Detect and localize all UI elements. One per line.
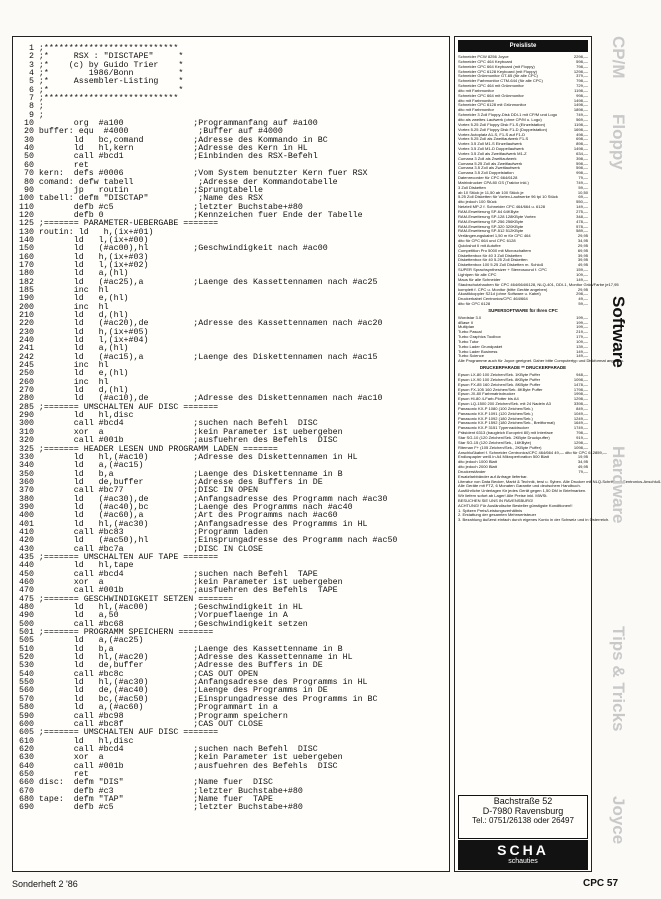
price-value: 149,— bbox=[576, 204, 588, 210]
price-value: 1998,— bbox=[573, 391, 588, 397]
price-value: 729,— bbox=[576, 83, 588, 89]
code-line: 560 ld de,(#ac40) ;Laenge des Programms in DE bbox=[19, 686, 328, 696]
code-line: 5 ;* Assembler-Listing * bbox=[19, 77, 184, 87]
price-item: dBase II bbox=[458, 319, 473, 325]
price-value: 849,— bbox=[576, 405, 588, 411]
code-line: 310 xor a ;kein Parameter ist uebergeben bbox=[19, 427, 343, 437]
price-value: 275,— bbox=[576, 209, 588, 214]
price-item: Matrixdrucker CPA 80 GS (Traktor inkl.) bbox=[458, 179, 529, 185]
price-item: Turbo Lader Business bbox=[458, 348, 498, 354]
price-value: 34,95 bbox=[577, 238, 588, 244]
price-item: Multiplan bbox=[458, 324, 475, 330]
price-item: Panasonic KX-P 1091 (120 Zeichen/Sek.) bbox=[458, 410, 533, 416]
code-line: 450 call #bcd4 ;suchen nach Befehl TAPE bbox=[19, 569, 318, 579]
price-value: 1298,— bbox=[573, 396, 588, 402]
code-line: 110 defb #c5 ;letzter Buchstabe+#80 bbox=[19, 202, 303, 212]
price-value: 69,— bbox=[578, 194, 588, 200]
price-value: 498,— bbox=[576, 131, 588, 137]
price-value: 898,— bbox=[576, 141, 588, 147]
logo-mark: SCHA bbox=[497, 842, 549, 858]
price-item: Schneider CPC 664 Keyboard (mit Floppy) bbox=[458, 63, 535, 69]
price-value: 34,95 bbox=[577, 459, 588, 465]
code-line: 160 ld h,(ix+#03) bbox=[19, 252, 149, 262]
code-line: 490 ld a,50 ;Vorpueflaenge in A bbox=[19, 611, 288, 621]
price-item: ACHTUNG! Für Ausländische Besteller günstigste Konditionen!! bbox=[458, 502, 573, 508]
price-value: 634,— bbox=[576, 150, 588, 156]
price-item: Vortex 3.5 Zoll M1-D Doppellaufwerk bbox=[458, 146, 524, 152]
price-value: 149,— bbox=[576, 348, 588, 354]
code-line: 130 routin: ld h,(ix+#01) bbox=[19, 227, 154, 237]
code-line: 370 call #bc77 ;DISC IN OPEN bbox=[19, 486, 258, 496]
code-line: 70 kern: defs #0006 ;Vom System benutzter Kern fuer RSX bbox=[19, 169, 368, 179]
price-item: Verlängerungskabel 1,50 m für CPC 464 bbox=[458, 233, 531, 239]
code-line: 30 ld bc,comand ;Adresse des Kommando in BC bbox=[19, 135, 328, 145]
code-line: 182 ld (#ac25),a ;Laenge des Kassettennamen nach #ac25 bbox=[19, 277, 378, 287]
price-value: 1798,— bbox=[573, 386, 588, 392]
code-line: 401 ld hl,(#ac30) ;Anfangsadresse des Programms in HL bbox=[19, 519, 368, 529]
price-value: 1498,— bbox=[573, 146, 588, 152]
price-item: Schneider CPC 464 Keyboard bbox=[458, 58, 513, 64]
street: Bachstraße 52 bbox=[493, 796, 553, 806]
price-item: Präsident 6313 (baugleich Europrint 80) mit Interface bbox=[458, 430, 553, 436]
price-value: 1249,— bbox=[573, 415, 588, 421]
code-line: 590 call #bc98 ;Programm speichern bbox=[19, 711, 288, 721]
price-item: Star SG-15 (120 Zeichen/Sek., 16KByte) bbox=[458, 439, 532, 445]
price-value: 1649,— bbox=[573, 420, 588, 426]
city: D-7980 Ravensburg bbox=[482, 806, 564, 816]
code-line: 640 call #001b ;ausfuehren des Befehls DISC bbox=[19, 761, 338, 771]
price-item: Panasonic KX-P 1592 (180 Zeichen/Sek., Breitformat) bbox=[458, 420, 555, 426]
price-value: 1098,— bbox=[573, 444, 588, 450]
price-item: Epson LX-80 100 Zeichen/Sek. 1KByte Puffer bbox=[458, 372, 541, 377]
price-item: RAM-Erweiterung SP-128 128KByte Vortex bbox=[458, 213, 536, 219]
price-section-title: DRUCKERPARADE ** DRUCKERPARADE bbox=[479, 365, 567, 371]
code-line: 210 ld d,(hl) bbox=[19, 311, 129, 320]
price-item: Epson LX-90 100 Zeichen/Sek. 8KByte Puffer bbox=[458, 376, 541, 382]
address-box bbox=[458, 795, 588, 839]
price-item: Cumana 5.25 Zoll als Zweitlaufwerk bbox=[458, 160, 523, 166]
price-value: 598,— bbox=[576, 160, 588, 166]
price-item: Druckerständer bbox=[458, 468, 486, 474]
code-line: 420 ld (#ac50),hl ;Einsprungadresse des Programm nach #ac50 bbox=[19, 536, 398, 546]
price-value: 478,— bbox=[576, 218, 588, 224]
price-item: RAM-Erweiterung SP-320 320KByte bbox=[458, 223, 524, 229]
price-item: 1. Spitzen Preis/Leistungsverhältnis bbox=[458, 507, 523, 513]
code-line: 520 ld hl,(#ac20) ;Adresse des Kassettenname in HL bbox=[19, 653, 353, 663]
price-item: Riteman F+ (105 Zeichen/Sek., 2KByte Puffer) bbox=[458, 444, 542, 450]
price-item: Panasonic KX-P 3151 Typenraddrucker bbox=[458, 425, 529, 431]
code-line: 80 comand: defw tabell ;Adresse der Kommandotabelle bbox=[19, 177, 338, 187]
price-value: 109,— bbox=[576, 338, 588, 344]
price-item: Schneider 3 Zoll Floppy-Disk DDI-1 mit CP/M und Logo bbox=[458, 112, 558, 118]
price-item: Turbo Science bbox=[458, 353, 484, 359]
code-line: 360 ld de,buffer ;Adresse des Buffers in DE bbox=[19, 477, 323, 487]
code-line: 300 call #bcd4 ;suchen nach Befehl DISC bbox=[19, 419, 318, 429]
price-item: 3. Bezahlung äußerst einfach durch eigenes Konto in der Schweiz und in Österreich. bbox=[458, 517, 610, 523]
price-item: Vortex 5.25 Zoll als Zweitlaufwerk F1-S bbox=[458, 136, 529, 142]
code-line: 242 ld (#ac15),a ;Laenge des Diskettennamen nach #ac15 bbox=[19, 352, 378, 362]
code-line: 430 call #bc7a ;DISC IN CLOSE bbox=[19, 544, 263, 554]
price-value: 149,— bbox=[576, 276, 588, 282]
price-item: Staubschutzhauben für CPC 464/664/6128, NLQ-401, DDI-1, Monitor Grün/Farbe je bbox=[458, 281, 609, 287]
price-value: 398,— bbox=[576, 155, 588, 161]
price-value: 798,— bbox=[576, 78, 588, 84]
code-line: 410 call #bc83 ;Programm laden bbox=[19, 527, 268, 537]
price-value: 1198,— bbox=[574, 87, 588, 93]
company-logo bbox=[458, 840, 588, 870]
price-item: Cumana 3.5 Zoll als Zweitlaufwerk bbox=[458, 165, 520, 171]
ad-header: Preisliste bbox=[458, 40, 588, 52]
code-line: 280 ld (#ac10),de ;Adresse des Diskettennamen nach #ac10 bbox=[19, 394, 383, 404]
price-row bbox=[458, 517, 610, 523]
price-value: 1698,— bbox=[573, 126, 588, 132]
code-line: 620 call #bcd4 ;suchen nach Befehl DISC bbox=[19, 744, 318, 754]
price-item: dito mit Farbmonitor bbox=[458, 107, 494, 113]
code-line: 230 ld h,(ix+#05) bbox=[19, 327, 149, 337]
price-item: RAM-Erweiterung SP-64 64KByte bbox=[458, 209, 519, 214]
price-value: 19,95 bbox=[577, 454, 588, 460]
code-line: 680 tape: defm "TAP" ;Name fuer TAPE bbox=[19, 794, 273, 804]
price-value: 29,95 bbox=[577, 242, 588, 248]
price-value: 1498,— bbox=[573, 97, 588, 103]
price-item: Endlospapier weiß in A4 Mikroperforation 500 Blatt bbox=[458, 454, 549, 460]
price-value: 998,— bbox=[576, 170, 588, 176]
price-value: 598,— bbox=[576, 58, 588, 64]
price-value: 948,— bbox=[576, 372, 588, 377]
price-value: 17,95 bbox=[608, 281, 619, 287]
code-line: 290 ld hl,disc bbox=[19, 411, 134, 421]
price-item: Competition Pro 5000 mit Microschaltern bbox=[458, 247, 532, 253]
logo-name: schauties bbox=[508, 858, 538, 865]
price-item: Vortex 3.5 Zoll als Zweitlaufwerk M1-Z bbox=[458, 150, 527, 156]
price-value: 3398,— bbox=[573, 401, 588, 407]
price-item: dito mit Farbmonitor bbox=[458, 87, 494, 93]
price-value: 1498,— bbox=[573, 102, 588, 108]
price-value: 749,— bbox=[576, 112, 588, 118]
code-line: 9 ; bbox=[19, 110, 44, 120]
code-line: 600 call #bc8f ;CAS OUT CLOSE bbox=[19, 719, 263, 729]
price-item: Ausführliche Unterlagen für jedes Gerät gegen 1,50 DM in Briefmarken. bbox=[458, 488, 587, 494]
code-line: 390 ld (#ac40),bc ;Laenge des Programms nach #ac40 bbox=[19, 502, 353, 512]
price-item: Epson JX-80 Farbmatrixdrucker bbox=[458, 391, 516, 397]
price-section-title: SUPERSOFTWARE für Ihren CPC bbox=[488, 307, 558, 313]
page-number: CPC 57 bbox=[582, 878, 618, 889]
price-value: 578,— bbox=[576, 223, 588, 229]
price-row bbox=[458, 358, 624, 364]
price-item: Druckerkabel Centronics/CPC 464/664 bbox=[458, 296, 528, 302]
code-line: 3 ;* (c) by Guido Trier * bbox=[19, 60, 184, 70]
code-line: 340 ld a,(#ac15) bbox=[19, 461, 144, 471]
code-line: 550 ld hl,(#ac30) ;Anfangsadresse des Programms in HL bbox=[19, 678, 368, 688]
price-item: Vortex Autoplatz A1-S, F1-S auf F1-D bbox=[458, 131, 526, 137]
price-item: Vortex 5.25 Zoll Floppy Disk F1-D (Doppelstation) bbox=[458, 126, 548, 132]
price-value: 798,— bbox=[576, 63, 588, 69]
code-line: 90 jp routin ;Sprungtabelle bbox=[19, 185, 263, 195]
price-item: Schneider PCW 8256 Joyce bbox=[458, 54, 509, 59]
code-line: 4 ;* 1986/Bonn * bbox=[19, 69, 184, 79]
code-line: 120 defb 0 ;Kennzeichen fuer Ende der Tabelle bbox=[19, 210, 363, 220]
price-value: 749,— bbox=[576, 179, 588, 185]
price-value: 569,— bbox=[576, 116, 588, 122]
code-line: 660 disc: defm "DIS" ;Name fuer DISC bbox=[19, 778, 273, 788]
price-item: Schneider CPC 664 mit Grünmonitor bbox=[458, 92, 524, 98]
price-item: 3 Zoll Disketten bbox=[458, 184, 486, 190]
code-line: 505 ld a,(#ac25) bbox=[19, 636, 144, 646]
code-line: 380 ld (#ac30),de ;Anfangsadresse des Programm nach #ac30 bbox=[19, 494, 388, 504]
code-line: 190 ld e,(hl) bbox=[19, 294, 129, 304]
price-value: 59,— bbox=[578, 184, 588, 190]
code-line: 10 org #a100 ;Programmanfang auf #a100 bbox=[19, 119, 318, 129]
code-line: 670 defb #c3 ;letzter Buchstabe+#80 bbox=[19, 786, 303, 796]
section-tab: Software bbox=[609, 296, 628, 368]
code-line: 20 buffer: equ #4000 ;Buffer auf #4000 bbox=[19, 127, 283, 137]
price-item: Diskettenbox für 40 3 Zoll Disketten bbox=[458, 252, 522, 258]
code-line: 285 ;======= UMSCHALTEN AUF DISC ======= bbox=[19, 402, 219, 412]
price-item: Wordstar 3.0 bbox=[458, 314, 482, 320]
code-line: 125 ;======= PARAMETER-UEBERGABE ======= bbox=[19, 219, 219, 229]
price-value: 1198,— bbox=[574, 121, 588, 127]
code-line: 470 call #001b ;ausfuehren des Befehls TAPE bbox=[19, 586, 338, 596]
price-value: 199,— bbox=[576, 314, 588, 320]
price-item: dito jedoch 100 Stück bbox=[458, 199, 497, 205]
code-line: 650 ret bbox=[19, 769, 89, 779]
price-value: 1298,— bbox=[573, 439, 588, 445]
code-line: 50 call #bcd1 ;Einbinden des RSX-Befehl bbox=[19, 152, 318, 162]
price-item: Schneider Grünmonitor GT-65 (für alle CPC) bbox=[458, 73, 538, 79]
price-value: 798,— bbox=[576, 430, 588, 436]
price-item: Diskettenbox für 40 5.25 Zoll Disketten bbox=[458, 257, 528, 263]
price-value: 39,95 bbox=[577, 257, 588, 263]
price-item: dito jedoch 2000 Blatt bbox=[458, 464, 497, 470]
price-value: 59,— bbox=[578, 301, 588, 307]
code-line: 510 ld b,a ;Laenge des Kassettenname in B bbox=[19, 644, 343, 654]
price-value: 69,95 bbox=[577, 247, 588, 253]
price-item: Alle Programme auch für Joyce geeignet. Daher bitte Computertyp und Diskformat angeben. bbox=[458, 358, 624, 364]
price-item: Quickshot II mit Autofire bbox=[458, 242, 501, 248]
price-value: 998,— bbox=[576, 92, 588, 98]
price-item: ab 10 Stück je 11,50 ab 100 Stück je bbox=[458, 189, 524, 195]
price-value: 550,— bbox=[576, 199, 588, 205]
price-item: 2. Erstattung der gesamten Mehrwertsteuer bbox=[458, 512, 537, 518]
code-line: 440 ld hl,tape bbox=[19, 561, 134, 571]
price-value: 179,— bbox=[576, 334, 588, 340]
code-line: 170 ld l,(ix+#02) bbox=[19, 260, 149, 270]
price-value: 109,— bbox=[576, 271, 588, 277]
price-item: Cumana 3.5 Zoll Doppelstation bbox=[458, 170, 514, 176]
section-index bbox=[596, 36, 634, 872]
code-line: 400 ld (#ac60),a ;Art des Programms nach #ac60 bbox=[19, 511, 338, 521]
code-line: 245 inc hl bbox=[19, 361, 109, 371]
price-item: Panasonic KX-P 1080 (100 Zeichen/Sek.) bbox=[458, 405, 533, 411]
price-item: BESUCHEN SIE UNS IN RAVENSBURG! bbox=[458, 497, 534, 503]
price-item: dito mit Farbmonitor bbox=[458, 97, 494, 103]
price-item: Vortex 5.25 Zoll Floppy Disk F1-S (Einzelstation) bbox=[458, 121, 546, 127]
code-line: 500 call #bc68 ;Geschwindigkeit setzen bbox=[19, 619, 308, 629]
section-tab: CP/M bbox=[609, 36, 628, 79]
price-item: komplett f. CPC u. Monitor (bitte Geräte angeben) bbox=[458, 286, 548, 292]
price-value: 159,— bbox=[576, 267, 588, 273]
code-line: 610 ld hl,disc bbox=[19, 736, 134, 746]
code-line: 150 ld (#ac00),hl ;Geschwindigkeit nach #ac00 bbox=[19, 244, 328, 254]
code-line: 7 ;*************************** bbox=[19, 94, 179, 104]
code-line: 501 ;======= PROGRAMM SPEICHERN ======= bbox=[19, 628, 214, 638]
price-item: Datenrecorder für CPC 664/6128 bbox=[458, 175, 518, 181]
price-item: Alle Geräte mit FTZ, 6 Monaten Garantie und deutschem Handbuch. bbox=[458, 483, 581, 489]
price-value: 199,— bbox=[576, 319, 588, 325]
price-item: Panasonic KX-P 1092 (180 Zeichen/Sek.) bbox=[458, 415, 533, 421]
code-line: 270 ld d,(hl) bbox=[19, 386, 129, 396]
price-value: 39,95 bbox=[577, 252, 588, 258]
price-item: RAM-Erweiterung SP-512 512KByte bbox=[458, 228, 524, 234]
code-line: 140 ld l,(ix+#00) bbox=[19, 235, 149, 245]
price-item: dito für CPC 664 und CPC 6128 bbox=[458, 238, 516, 244]
code-line: 630 xor a ;kein Parameter ist uebergeben bbox=[19, 753, 343, 763]
code-line: 240 ld l,(ix+#04) bbox=[19, 336, 149, 346]
price-item: Turbo Tutor bbox=[458, 338, 479, 344]
code-line: 320 call #001b ;ausfuehren des Befehls DISC bbox=[19, 436, 338, 446]
price-item: SUPER Sprachsynthesizer + Stereosound f. CPC bbox=[458, 267, 547, 273]
price-value: 29,95 bbox=[577, 233, 588, 239]
code-line: 690 defb #c5 ;letzter Buchstabe+#80 bbox=[19, 803, 303, 813]
price-item: Diskettenbox 100 5.25 Zoll Disketten m. Schloß bbox=[458, 262, 544, 268]
price-value: 379,— bbox=[576, 73, 588, 79]
code-line: 580 ld a,(#ac60) ;Programmart in a bbox=[19, 703, 278, 713]
price-item: Maus für alle Schneider bbox=[458, 276, 501, 282]
code-line: 2 ;* RSX : "DISCTAPE" * bbox=[19, 52, 184, 62]
price-value: 1298,— bbox=[573, 68, 588, 74]
price-value: 199,— bbox=[576, 324, 588, 330]
price-item: Cumana 3 Zoll als Zweitlaufwerk bbox=[458, 155, 517, 161]
price-value: 348,— bbox=[576, 213, 588, 219]
code-line: 325 ;======= HEADER LESEN UND PROGRAMM LADEN ======= bbox=[19, 444, 278, 454]
code-line: 330 ld hl,(#ac10) ;Adresse des Diskettennamen in HL bbox=[19, 452, 358, 462]
section-tab: Joyce bbox=[609, 796, 628, 845]
code-line: 570 ld bc,(#ac50) ;Einsprungadresse des Programms in BC bbox=[19, 694, 378, 704]
price-value: 219,— bbox=[576, 329, 588, 335]
code-line: 6 ;* * bbox=[19, 85, 184, 95]
price-value: 298,— bbox=[576, 291, 588, 297]
code-line: 40 ld hl,kern ;Adresse des Kern in HL bbox=[19, 144, 308, 154]
price-item: Schneider CPC 6128 mit Grünmonitor bbox=[458, 102, 527, 108]
price-item: Turbo Lader Grundpaket bbox=[458, 343, 503, 349]
price-item: Wir liefern sofort ab Lager! Alle Preise inkl. MWSt. bbox=[458, 493, 548, 499]
price-value: 1898,— bbox=[573, 107, 588, 113]
price-value: 1749,— bbox=[573, 425, 588, 431]
code-line: 241 ld a,(hl) bbox=[19, 344, 129, 354]
code-line: 1 ;*************************** bbox=[19, 44, 179, 53]
price-value: 49,95 bbox=[577, 464, 588, 470]
price-value: 1478,— bbox=[573, 381, 588, 387]
price-item: dito für CPC 6128 bbox=[458, 301, 491, 307]
code-line: 250 ld e,(hl) bbox=[19, 369, 129, 379]
price-item: dito jedoch 1000 Blatt bbox=[458, 459, 497, 465]
price-value: 49,95 bbox=[577, 262, 588, 268]
section-tab: Floppy bbox=[609, 114, 628, 170]
assembler-listing-frame bbox=[12, 36, 450, 872]
issue-label: Sonderheft 2 '86 bbox=[12, 879, 78, 889]
price-value: 919,— bbox=[576, 434, 588, 440]
price-item: Epson HI-80 4-Farb-Plotter bis A4 bbox=[458, 396, 519, 402]
code-line: 460 xor a ;kein Parameter ist uebergeben bbox=[19, 578, 343, 587]
assembler-listing bbox=[19, 45, 397, 813]
price-item: Star SG-10 (120 Zeichen/Sek. 2KByte Druckpuffer) bbox=[458, 434, 550, 440]
price-item: Schneider CPC 6128 Keyboard (mit Floppy) bbox=[458, 68, 537, 74]
code-line: 260 inc hl bbox=[19, 377, 109, 387]
code-line: 480 ld hl,(#ac00) ;Geschwindigkeit in HL bbox=[19, 603, 303, 613]
code-line: 530 ld de,buffer ;Adresse des Buffers in DE bbox=[19, 661, 323, 671]
price-value: 59,— bbox=[597, 449, 607, 455]
code-line: 8 ; bbox=[19, 102, 44, 112]
section-tab: Hardware bbox=[609, 446, 628, 524]
price-item: Turbo Pascal bbox=[458, 329, 482, 335]
code-line: 605 ;======= UMSCHALTEN AUF DISC ======= bbox=[19, 728, 219, 738]
code-line: 220 ld (#ac20),de ;Adresse des Kassettennamen nach #ac20 bbox=[19, 319, 383, 329]
price-item: Epson FX-105 160 Zeichen/Sek. 8KByte Puffer bbox=[458, 386, 543, 392]
code-line: 350 ld b,a ;Laenge des Diskettenname in B bbox=[19, 469, 343, 479]
price-item: RAM-Erweiterung SP-256 256KByte bbox=[458, 218, 524, 224]
code-line: 540 call #bc8c ;CAS OUT OPEN bbox=[19, 669, 258, 679]
price-item: Anschlußkabel f. Schneider Centronics/CPC 464/664 49,— dito für CPC 6128 bbox=[458, 449, 598, 455]
price-item: Epson FX-85 160 Zeichen/Sek. 8KByte Puffer bbox=[458, 381, 541, 387]
price-value: 1098,— bbox=[573, 376, 588, 382]
price-value: 10,50 bbox=[577, 189, 588, 195]
price-value: 139,— bbox=[576, 343, 588, 349]
price-value: 589,— bbox=[576, 228, 588, 234]
code-line: 185 inc hl bbox=[19, 285, 109, 295]
price-item: Lightpen für alle CPC bbox=[458, 271, 497, 277]
price-item: Schneider CPC 464 mit Grünmonitor bbox=[458, 83, 524, 89]
code-line: 100 tabell: defm "DISCTAP" ;Name des RSX bbox=[19, 194, 263, 204]
price-value: 2298,— bbox=[573, 54, 588, 59]
price-value: 29,95 bbox=[577, 286, 588, 292]
code-line: 180 ld a,(hl) bbox=[19, 269, 129, 279]
price-item: Ersatzfarbbänder auf Anfrage lieferbar. bbox=[458, 473, 528, 479]
price-value: 49,— bbox=[578, 296, 588, 302]
code-line: 435 ;======= UMSCHALTEN AUF TAPE ======= bbox=[19, 552, 219, 562]
price-item: dito als zweites Laufwerk (ohne CP/M u. Logo) bbox=[458, 116, 542, 122]
price-row bbox=[458, 302, 588, 307]
price-item: Schneider Farbmonitor CTM-644 (für alle CPC) bbox=[458, 78, 543, 84]
price-value: 79,— bbox=[578, 175, 588, 181]
phone: Tel.: 0751/26138 oder 26497 bbox=[472, 816, 574, 825]
price-item: Turbo Graphics Toolbox bbox=[458, 334, 501, 340]
price-item: Vortex 3.5 Zoll M1-S Einzellaufwerk bbox=[458, 141, 522, 147]
code-line: 200 inc hl bbox=[19, 302, 109, 312]
price-item: Netzteil MP-2 f. Schneider CPC 464/664 u. 6128 bbox=[458, 204, 546, 210]
price-value: 698,— bbox=[576, 136, 588, 142]
price-value: 1049,— bbox=[573, 410, 588, 416]
price-value: 598,— bbox=[576, 165, 588, 171]
price-value: 79,— bbox=[578, 468, 588, 474]
price-value: 149,— bbox=[576, 353, 588, 359]
price-item: Akustikkoppler S21d (ohne Software u. Kabel) bbox=[458, 291, 541, 297]
code-line: 60 ret bbox=[19, 160, 89, 170]
section-tab: Tips & Tricks bbox=[609, 626, 628, 732]
code-line: 475 ;======= GESCHWINDIGKEIT SETZEN ======= bbox=[19, 594, 234, 604]
price-item: 5.25 Zoll Disketten für Vortex-Laufwerke 96 tpi 10 Stück bbox=[458, 194, 558, 200]
price-item: Epson LQ-1500 200 Zeichen/Sek. mit 24 Nadeln A3 bbox=[458, 401, 551, 407]
price-item: Literatur von Data Becker, Markt & Technik, tewi u. Sybex. Alle Drucker mit NLQ-Schrift und Centronics-Anschluß. bbox=[458, 478, 661, 484]
